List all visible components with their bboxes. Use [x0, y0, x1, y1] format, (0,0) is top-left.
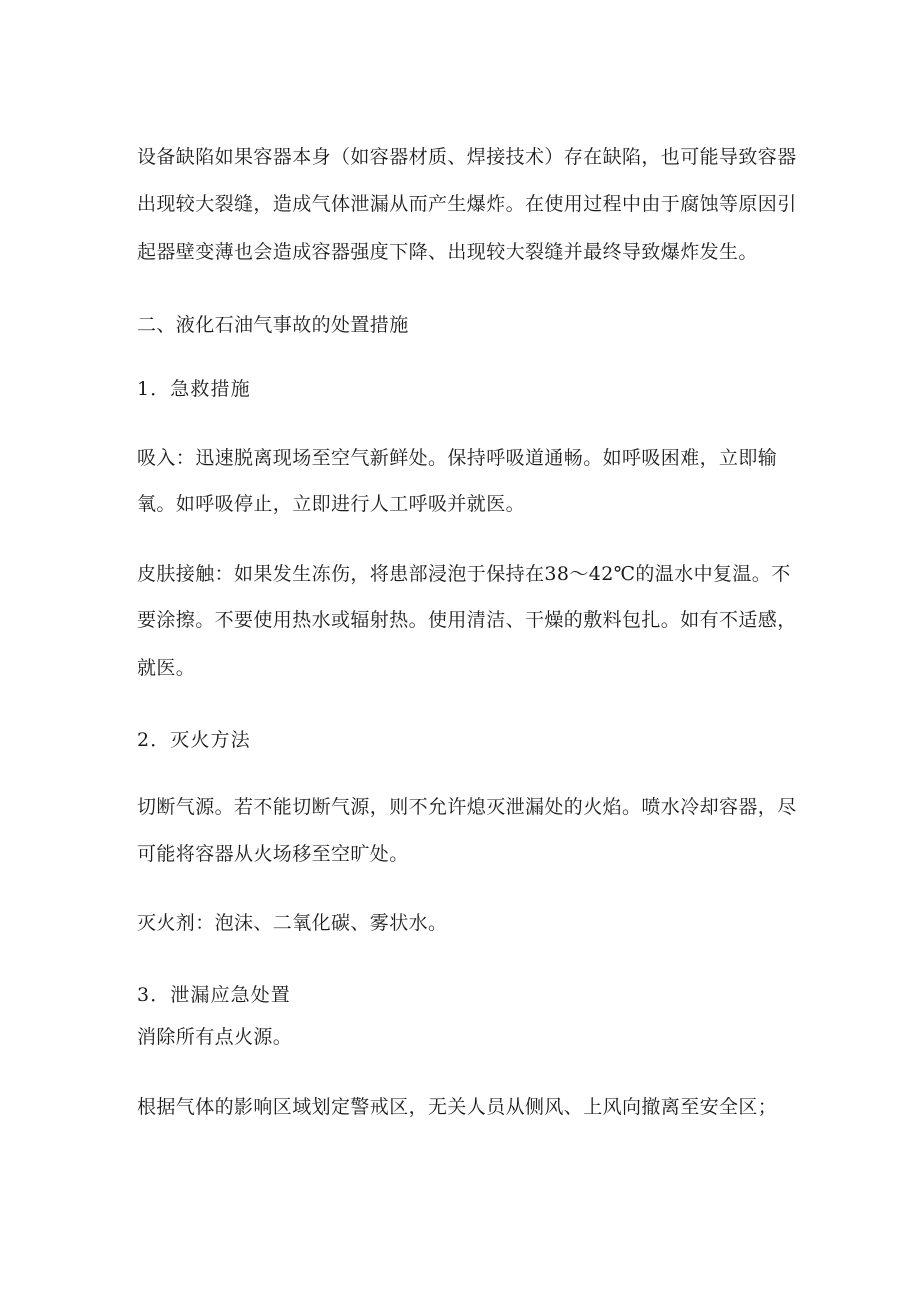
paragraph-skin-contact-line-2: 要涂擦。不要使用热水或辐射热。使用清洁、干燥的敷料包扎。如有不适感，: [137, 609, 797, 631]
paragraph-equipment-defect-line-3: 起器壁变薄也会造成容器强度下降、出现较大裂缝并最终导致爆炸发生。: [137, 241, 758, 263]
paragraph-cut-gas-line-1: 切断气源。若不能切断气源，则不允许熄灭泄漏处的火焰。喷水冷却容器，尽: [137, 796, 797, 818]
subheading-first-aid: 1．急救措施: [137, 378, 251, 400]
section-heading-disposal-measures: 二、液化石油气事故的处置措施: [137, 314, 409, 336]
paragraph-inhalation-line-2: 氧。如呼吸停止，立即进行人工呼吸并就医。: [137, 493, 526, 515]
paragraph-extinguishing-agent: 灭火剂：泡沫、二氧化碳、雾状水。: [137, 912, 448, 934]
paragraph-skin-contact-line-3: 就医。: [137, 657, 196, 679]
paragraph-warning-zone: 根据气体的影响区域划定警戒区，无关人员从侧风、上风向撤离至安全区；: [137, 1096, 778, 1118]
paragraph-cut-gas-line-2: 可能将容器从火场移至空旷处。: [137, 843, 409, 865]
subheading-leak-emergency: 3．泄漏应急处置: [137, 984, 291, 1006]
subheading-fire-fighting: 2．灭火方法: [137, 729, 251, 751]
paragraph-equipment-defect-line-1: 设备缺陷如果容器本身（如容器材质、焊接技术）存在缺陷，也可能导致容器: [137, 146, 797, 168]
paragraph-skin-contact-line-1: 皮肤接触：如果发生冻伤，将患部浸泡于保持在38～42℃的温水中复温。不: [137, 563, 791, 585]
paragraph-eliminate-ignition: 消除所有点火源。: [137, 1026, 293, 1048]
paragraph-inhalation-line-1: 吸入：迅速脱离现场至空气新鲜处。保持呼吸道通畅。如呼吸困难，立即输: [137, 447, 778, 469]
paragraph-equipment-defect-line-2: 出现较大裂缝，造成气体泄漏从而产生爆炸。在使用过程中由于腐蚀等原因引: [137, 193, 797, 215]
